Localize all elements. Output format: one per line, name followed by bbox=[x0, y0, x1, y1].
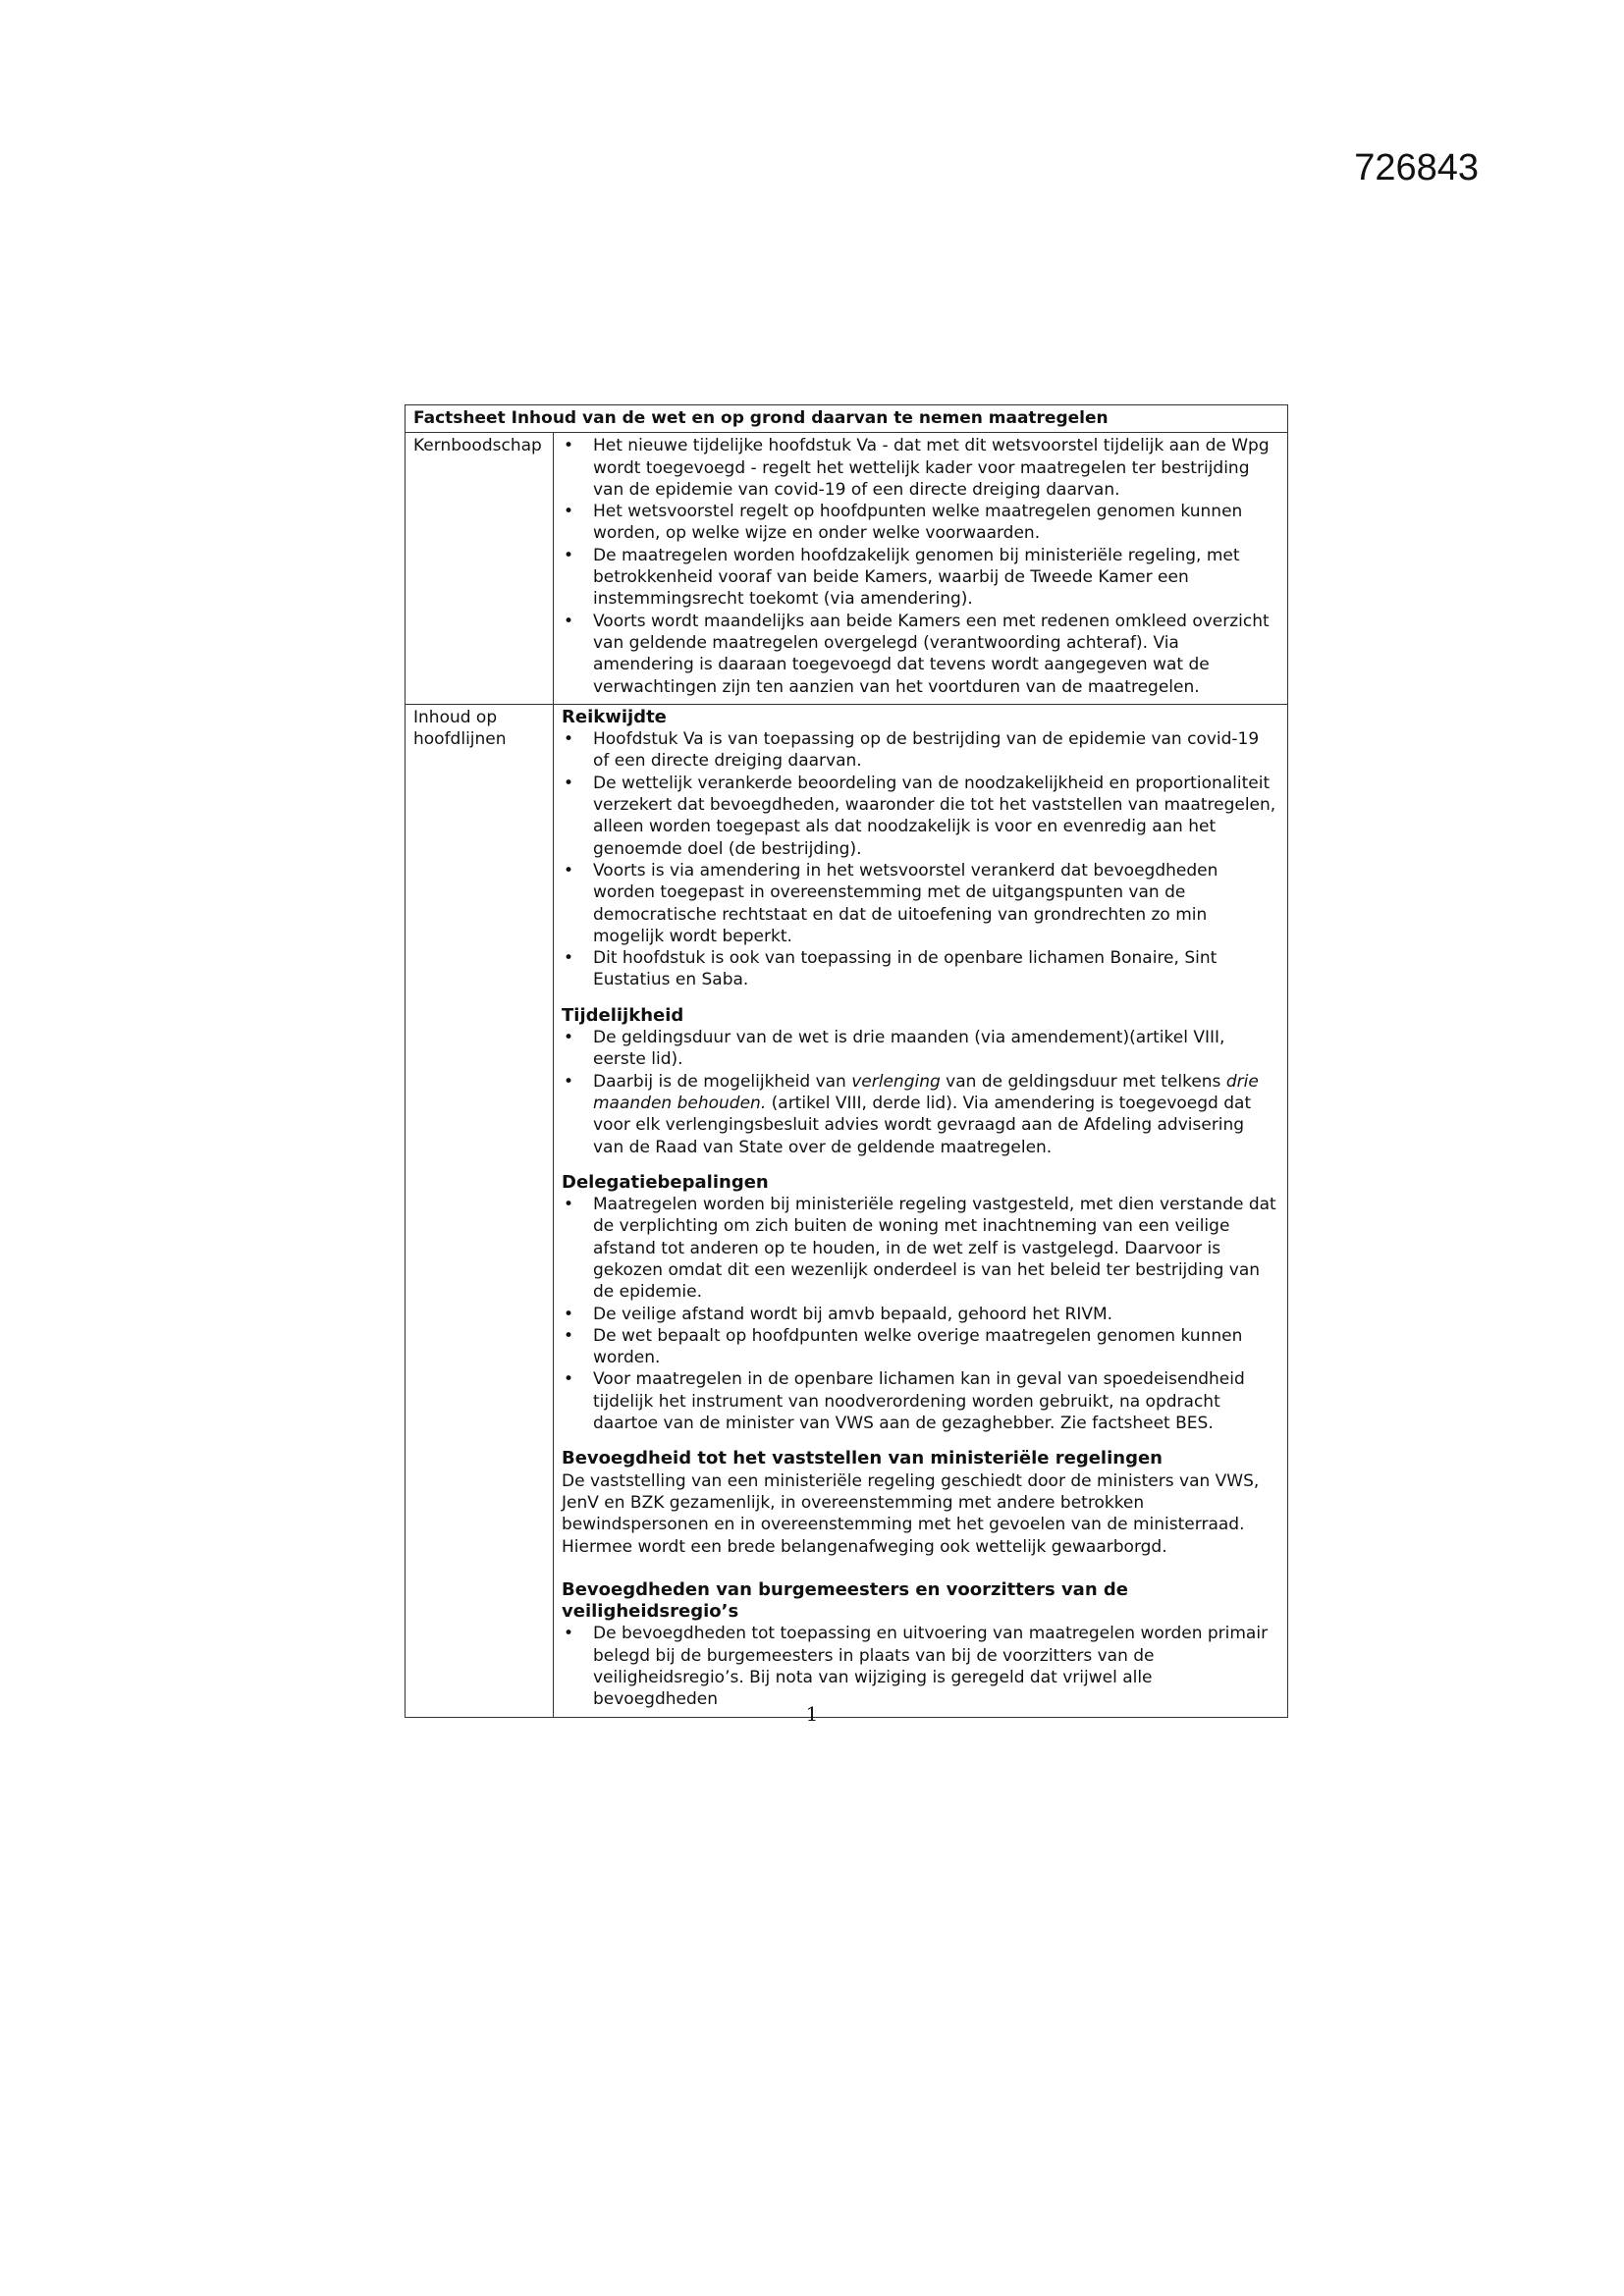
list-item: • De maatregelen worden hoofdzakelijk genomen bij ministeriële regeling, met betrokkenheid vooraf van beide Kamers, waarbij de Tweede Kamer een instemmingsrecht toekomt (via amendering). bbox=[562, 545, 1279, 611]
list-item: • Dit hoofdstuk is ook van toepassing in de openbare lichamen Bonaire, Sint Eustatius en Saba. bbox=[562, 947, 1279, 991]
emphasis-text: verlenging bbox=[851, 1071, 941, 1092]
emphasis-text: drie maanden behouden. bbox=[593, 1071, 1259, 1113]
inhoud-content bbox=[554, 704, 1288, 1717]
kernboodschap-content bbox=[554, 433, 1288, 705]
section-heading: Delegatiebepalingen bbox=[562, 1171, 769, 1193]
section-reikwijdte bbox=[562, 707, 1279, 991]
list-item: • Het wetsvoorstel regelt op hoofdpunten welke maatregelen genomen kunnen worden, op welke wijze en onder welke voorwaarden. bbox=[562, 501, 1279, 545]
list-item: • Voorts is via amendering in het wetsvoorstel verankerd dat bevoegdheden worden toegepast in overeenstemming met de uitgangspunten van de democratische rechtstaat en dat de uitoefening van grondrechten zo min mogelijk wordt beperkt. bbox=[562, 860, 1279, 947]
list-item: • De wet bepaalt op hoofdpunten welke overige maatregelen genomen kunnen worden. bbox=[562, 1325, 1279, 1369]
section-heading: Tijdelijkheid bbox=[562, 1004, 684, 1026]
factsheet-table bbox=[405, 404, 1288, 1718]
list-item: • Maatregelen worden bij ministeriële regeling vastgesteld, met dien verstande dat de verplichting om zich buiten de woning met inachtneming van een veilige afstand tot anderen op te houden, in de wet zelf is vastgelegd. Daarvoor is gekozen omdat dit een wezenlijk onderdeel is van het beleid ter bestrijding van de epidemie. bbox=[562, 1194, 1279, 1303]
list-item: • Hoofdstuk Va is van toepassing op de bestrijding van de epidemie van covid-19 of een directe dreiging daarvan. bbox=[562, 728, 1279, 773]
text-run: Daarbij is de mogelijkheid van bbox=[593, 1071, 852, 1092]
section-bevoegdheid bbox=[562, 1448, 1279, 1557]
text-run: (artikel VIII, derde lid). Via amendering is toegevoegd dat voor elk verlengingsbesluit advies wordt gevraagd aan de Afdeling advisering van de Raad van State over de geldende maatregelen. bbox=[593, 1093, 1252, 1157]
section-heading: Bevoegdheden van burgemeesters en voorzitters van de veiligheidsregio’s bbox=[562, 1578, 1128, 1623]
list-item: • De wettelijk verankerde beoordeling van de noodzakelijkheid en proportionaliteit verzekert dat bevoegdheden, waaronder die tot het vaststellen van maatregelen, alleen worden toegepast als dat noodzakelijk is voor en evenredig aan het genoemde doel (de bestrijding). bbox=[562, 773, 1279, 860]
document-number: 726843 bbox=[1354, 147, 1479, 188]
row-label-inhoud: Inhoud op hoofdlijnen bbox=[406, 704, 554, 1717]
section-tijdelijkheid bbox=[562, 1005, 1279, 1158]
list-item: • De bevoegdheden tot toepassing en uitvoering van maatregelen worden primair belegd bij de burgemeesters in plaats van bij de voorzitters van de veiligheidsregio’s. Bij nota van wijziging is geregeld dat vrijwel alle bevoegdheden bbox=[562, 1623, 1279, 1710]
delegatie-list bbox=[562, 1194, 1279, 1434]
list-item: • Voor maatregelen in de openbare lichamen kan in geval van spoedeisendheid tijdelijk het instrument van noodverordening worden gebruikt, na opdracht daartoe van de minister van VWS aan de gezaghebber. Zie factsheet BES. bbox=[562, 1368, 1279, 1434]
section-heading: Reikwijdte bbox=[562, 706, 667, 727]
table-title-row bbox=[406, 405, 1288, 433]
kernboodschap-list bbox=[562, 435, 1279, 698]
section-paragraph: De vaststelling van een ministeriële regeling geschiedt door de ministers van VWS, JenV en BZK gezamenlijk, in overeenstemming met andere betrokken bewindspersonen en in overeenstemming met het gevoelen van de ministerraad. Hiermee wordt een brede belangenafweging ook wettelijk gewaarborgd. bbox=[562, 1470, 1260, 1557]
reikwijdte-list bbox=[562, 728, 1279, 991]
section-burgemeesters bbox=[562, 1579, 1279, 1711]
page-number: 1 bbox=[805, 1702, 819, 1726]
burgemeesters-list bbox=[562, 1623, 1279, 1710]
section-delegatiebepalingen bbox=[562, 1172, 1279, 1435]
tijdelijkheid-list bbox=[562, 1027, 1279, 1158]
text-run: van de geldingsduur met telkens bbox=[940, 1071, 1226, 1092]
section-heading: Bevoegdheid tot het vaststellen van ministeriële regelingen bbox=[562, 1448, 1163, 1469]
table-row bbox=[406, 704, 1288, 1717]
list-item: • Voorts wordt maandelijks aan beide Kamers een met redenen omkleed overzicht van geldende maatregelen overgelegd (verantwoording achteraf). Via amendering is daaraan toegevoegd dat tevens wordt aangegeven wat de verwachtingen zijn ten aanzien van het voortduren van de maatregelen. bbox=[562, 611, 1279, 698]
row-label-kernboodschap: Kernboodschap bbox=[406, 433, 554, 705]
list-item bbox=[562, 1071, 1279, 1158]
table-row bbox=[406, 433, 1288, 705]
list-item: • Het nieuwe tijdelijke hoofdstuk Va - dat met dit wetsvoorstel tijdelijk aan de Wpg wordt toegevoegd - regelt het wettelijk kader voor maatregelen ter bestrijding van de epidemie van covid-19 of een directe dreiging daarvan. bbox=[562, 435, 1279, 501]
list-item: • De geldingsduur van de wet is drie maanden (via amendement)(artikel VIII, eerste lid). bbox=[562, 1027, 1279, 1071]
list-item: • De veilige afstand wordt bij amvb bepaald, gehoord het RIVM. bbox=[562, 1304, 1279, 1325]
table-title: Factsheet Inhoud van de wet en op grond daarvan te nemen maatregelen bbox=[406, 405, 1288, 433]
